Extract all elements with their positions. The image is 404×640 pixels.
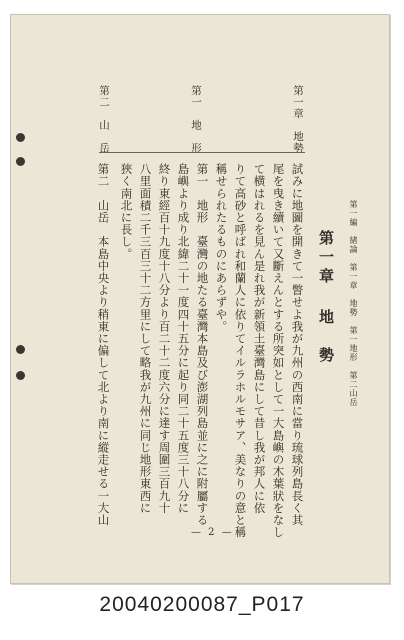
running-header-section-1: 第一 地 形 (190, 85, 202, 154)
header-rule (99, 152, 305, 153)
body-line: 試みに地圖を開きて一瞥せよ我が九州の西南に當り琉球列島長く其 (290, 163, 305, 526)
binding-hole (16, 157, 25, 166)
page-number: — 2 — (191, 527, 234, 538)
body-line: 八里面積二千三百三十二方里にして略我が九州に同じ地形東西に (138, 163, 153, 514)
body-line: 第二 山岳 本島中央より稍東に偏して北より南に縱走せる一大山 (96, 163, 111, 526)
body-line: 狹く南北に長し。 (119, 163, 134, 260)
body-line: 第一 地形 臺灣の地たる臺灣本島及び澎湖列島並に之に附屬する (195, 163, 210, 526)
book-page (10, 14, 390, 584)
binding-hole (16, 371, 25, 380)
binding-hole (16, 133, 25, 142)
chapter-title: 第一章 地 勢 (317, 230, 335, 366)
body-line: て横はれるを見ん是れ我が新領土臺灣島にして昔し我が邦人に依 (252, 163, 267, 514)
side-label: 第一編 緒論 第一章 地勢 第一地形 第二山岳 (349, 200, 358, 407)
body-line: 島嶼より成り北緯二十一度四十五分に起り同二十五度三十八分に (176, 163, 191, 514)
running-header-section-2: 第二 山 岳 (98, 85, 110, 154)
footer-caption: 20040200087_P017 (99, 593, 305, 616)
body-line: 尾を曳き續いて又斷えんとする所突如として一大島嶼の木葉狀をなし (271, 163, 286, 539)
body-line: 終り東經百十九度十八分より百二十二度六分に達す周圍三百九十 (157, 163, 172, 514)
running-header-chapter: 第一章 地勢 (292, 85, 304, 154)
body-line: りて高砂と呼ばれ和蘭人に依りてイルラホルモサア、美なりの意と稱 (233, 163, 248, 539)
body-line: 稱せられたるものにあらずや。 (214, 163, 229, 333)
binding-hole (16, 345, 25, 354)
